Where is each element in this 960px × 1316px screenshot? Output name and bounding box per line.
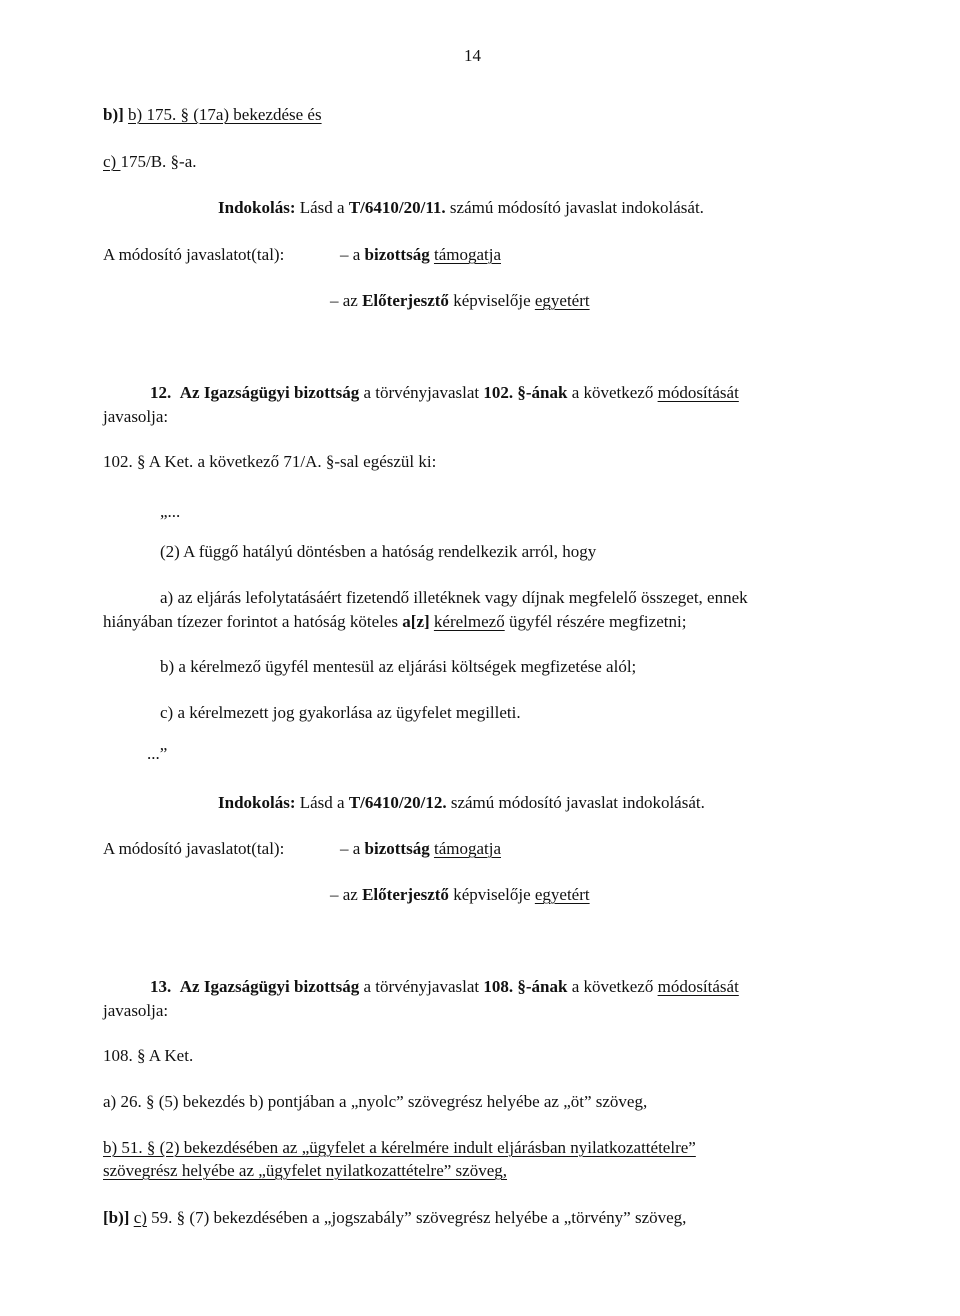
paragraph-2: (2) A függő hatályú döntésben a hatóság rendelkezik arról, hogy xyxy=(160,542,597,561)
point-c: c) a kérelmezett jog gyakorlása az ügyfelet megilleti. xyxy=(160,703,521,722)
justification-text-2: számú módosító javaslat indokolását. xyxy=(445,198,704,217)
change-c-59 xyxy=(103,1207,686,1229)
point-a-text-end: ügyfél részére megfizetni; xyxy=(504,612,687,631)
deleted-marker: b)] xyxy=(103,105,124,124)
point-a-line-1: a) az eljárás lefolytatásáért fizetendő illetéknek vagy díjnak megfelelő összeget, ennek xyxy=(160,588,748,607)
opinion-verb: támogatja xyxy=(433,245,501,264)
amendment-section: 102. §-ának xyxy=(483,383,568,402)
dash-a: – a xyxy=(340,245,365,264)
change-a-26: a) 26. § (5) bekezdés b) pontjában a „nyolc” szövegrész helyébe az „öt” szöveg, xyxy=(103,1092,648,1111)
amendment-13-heading xyxy=(150,976,739,998)
justification-ref: T/6410/20/11. xyxy=(348,198,446,217)
amendment-12-continuation: javasolja: xyxy=(103,407,169,426)
opinion-label-2: A módosító javaslatot(tal): xyxy=(103,839,285,858)
justification-text: Lásd a xyxy=(295,198,349,217)
proposer-name: Előterjesztő xyxy=(362,885,449,904)
opinion-proposer-2 xyxy=(330,884,590,906)
change-b-51-line-1: b) 51. § (2) bekezdésében az „ügyfelet a kérelmére indult eljárásban nyilatkozattételre” xyxy=(103,1138,696,1157)
dash-az: – az xyxy=(330,291,363,310)
opinion-label-1: A módosító javaslatot(tal): xyxy=(103,245,285,264)
amendment-text: a törvényjavaslat xyxy=(359,383,484,402)
amendment-12-heading xyxy=(150,382,739,404)
opinion-verb: egyetért xyxy=(534,885,590,904)
item-c-line xyxy=(103,151,197,173)
point-b: b) a kérelmező ügyfél mentesül az eljárási költségek megfizetése alól; xyxy=(160,657,637,676)
amendment-12-reference: 102. § A Ket. a következő 71/A. §-sal egészül ki: xyxy=(103,452,437,471)
amendment-body: Az Igazságügyi bizottság xyxy=(179,977,360,996)
amendment-13-reference: 108. § A Ket. xyxy=(103,1046,194,1065)
inserted-text: b) 175. § (17a) bekezdése és xyxy=(128,105,322,124)
inserted-marker: c) xyxy=(133,1208,147,1227)
justification-text: Lásd a xyxy=(295,793,349,812)
amendment-action: módosítását xyxy=(657,383,739,402)
point-a-text: hiányában tízezer forintot a hatóság köteles xyxy=(103,612,403,631)
proposer-text: képviselője xyxy=(448,885,535,904)
amendment-section: 108. §-ának xyxy=(483,977,568,996)
amendment-text-2: a következő xyxy=(567,383,658,402)
change-c-59-text: 59. § (7) bekezdésében a „jogszabály” szövegrész helyébe a „törvény” szöveg, xyxy=(146,1208,687,1227)
justification-label: Indokolás: xyxy=(218,198,296,217)
amendment-number: 12. xyxy=(150,383,172,402)
committee-name: bizottság xyxy=(364,839,430,858)
amendment-text-2: a következő xyxy=(567,977,658,996)
opinion-verb: támogatja xyxy=(433,839,501,858)
page-number: 14 xyxy=(464,46,481,65)
proposer-name: Előterjesztő xyxy=(362,291,449,310)
justification-2 xyxy=(218,792,705,814)
opinion-verb: egyetért xyxy=(534,291,590,310)
item-c-text: 175/B. §-a. xyxy=(120,152,197,171)
inserted-text: kérelmező xyxy=(433,612,505,631)
deleted-marker: [b)] xyxy=(103,1208,130,1227)
proposer-text: képviselője xyxy=(448,291,535,310)
quote-close: ...” xyxy=(147,744,168,763)
amendment-13-continuation: javasolja: xyxy=(103,1001,169,1020)
amendment-number: 13. xyxy=(150,977,172,996)
amendment-body: Az Igazságügyi bizottság xyxy=(179,383,360,402)
amendment-action: módosítását xyxy=(657,977,739,996)
change-b-51-line-2: szövegrész helyébe az „ügyfelet nyilatkozattételre” szöveg, xyxy=(103,1161,508,1180)
point-a-line-2 xyxy=(103,611,686,633)
justification-ref: T/6410/20/12. xyxy=(348,793,447,812)
quote-open: „... xyxy=(160,502,181,521)
justification-label: Indokolás: xyxy=(218,793,296,812)
justification-1 xyxy=(218,197,704,219)
opinion-committee-1 xyxy=(340,244,501,266)
committee-name: bizottság xyxy=(364,245,430,264)
dash-a: – a xyxy=(340,839,365,858)
opinion-committee-2 xyxy=(340,838,501,860)
opinion-proposer-1 xyxy=(330,290,590,312)
deleted-marker: a[z] xyxy=(402,612,430,631)
justification-text-2: számú módosító javaslat indokolását. xyxy=(446,793,705,812)
item-b-line xyxy=(103,104,322,126)
dash-az: – az xyxy=(330,885,363,904)
inserted-marker: c) xyxy=(103,152,121,171)
amendment-text: a törvényjavaslat xyxy=(359,977,484,996)
